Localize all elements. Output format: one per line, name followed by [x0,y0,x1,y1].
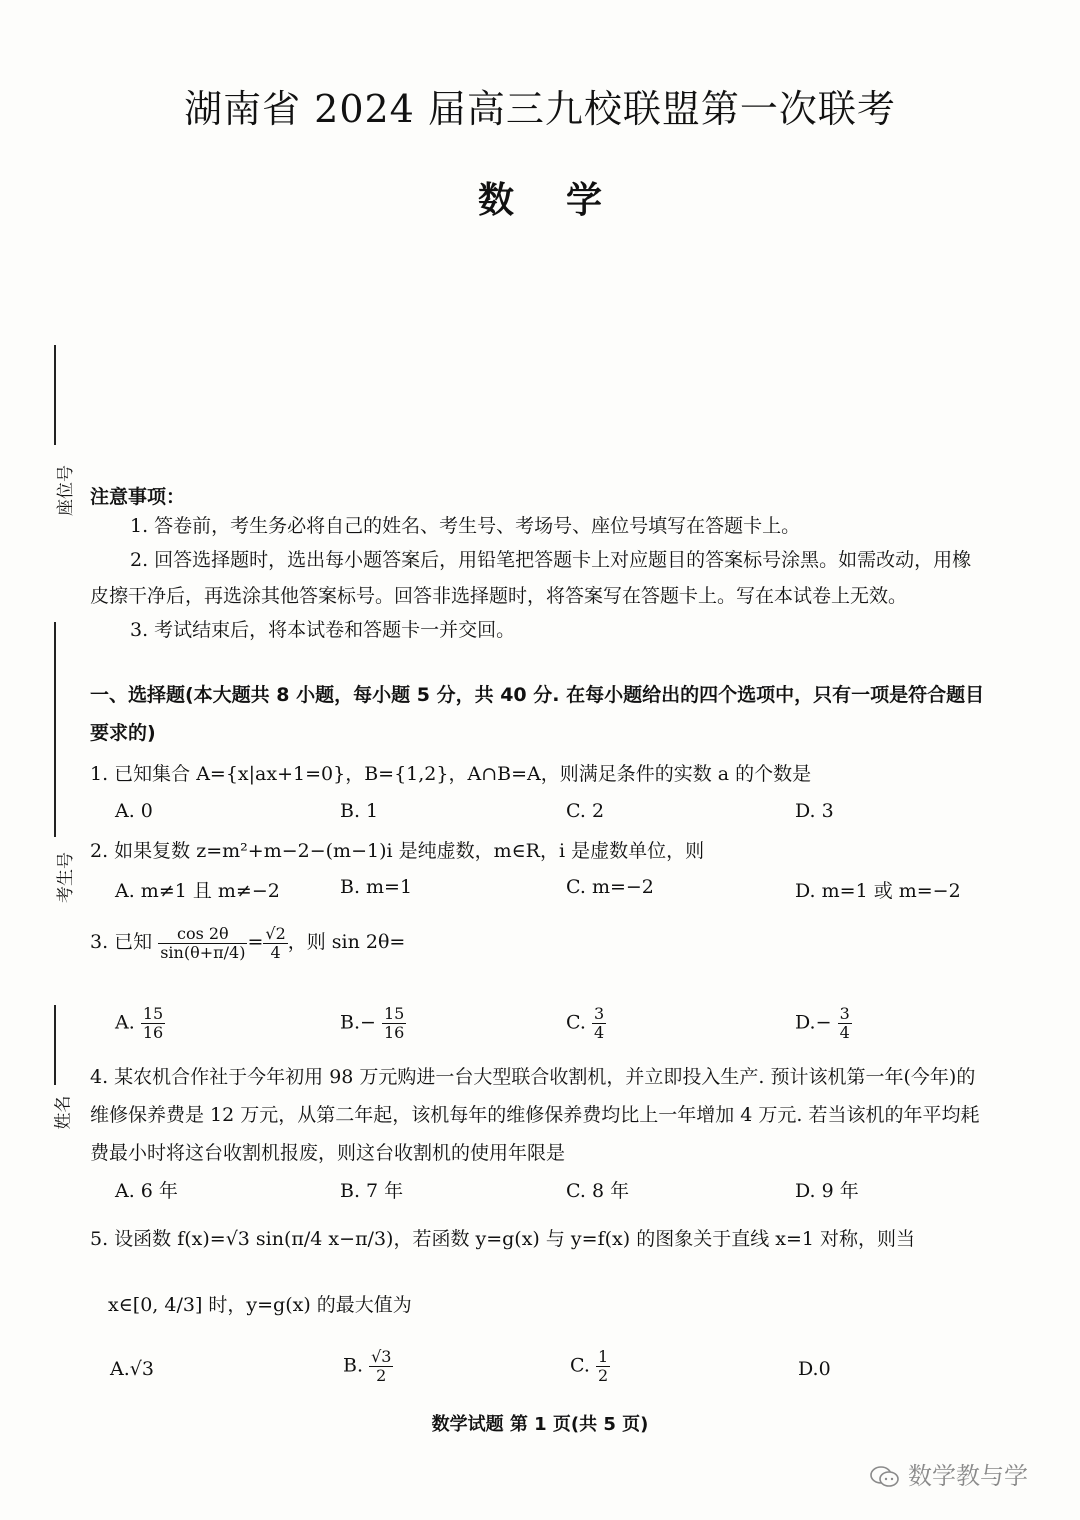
q5-option-c-den: 2 [597,1366,609,1385]
note-item-3: 3. 考试结束后，将本试卷和答题卡一并交回。 [130,619,516,641]
q3-option-c-fraction [592,1005,606,1042]
q5-option-c [570,1348,610,1385]
q3-option-a-num: 15 [142,1004,164,1023]
q3-option-b [340,1005,406,1042]
q5-option-d-text: 0 [818,1358,831,1380]
q3-option-b-den: 16 [383,1023,405,1042]
q5-option-c-fraction [596,1348,610,1385]
q3-option-a-fraction [141,1005,165,1042]
q3-rhs-num: √2 [265,923,286,943]
binding-margin [28,340,76,1140]
seat-line [54,345,56,445]
q3-option-b-label: B. [340,1011,361,1034]
q3-option-d-den: 4 [839,1023,850,1042]
q1-option-c: C. 2 [566,800,605,822]
q3-option-d-num: 3 [839,1004,850,1023]
seat-label: 座位号 [56,465,76,516]
q3-option-c-num: 3 [593,1004,605,1023]
subject-title: 数学 [477,180,654,221]
q5-option-b-num: √3 [371,1347,392,1366]
q1-option-d: D. 3 [795,800,834,822]
q3-option-b-num: 15 [383,1004,405,1023]
q5-option-b-den: 2 [376,1366,387,1385]
name-label: 姓名 [53,1095,74,1130]
q3-suffix: ，则 sin 2θ= [287,931,406,953]
q3-option-c-den: 4 [593,1023,605,1042]
q3-lhs-den: sin(θ+π/4) [160,942,246,962]
q5-option-a-label: A. [110,1358,130,1380]
note-item-1: 1. 答卷前，考生务必将自己的姓名、考生号、考场号、座位号填写在答题卡上。 [130,515,801,537]
q5-option-a-text: √3 [129,1358,154,1380]
q3-option-b-fraction [382,1005,406,1042]
q4-option-b: B. 7 年 [340,1180,404,1202]
q2-option-a: A. m≠1 且 m≠−2 [115,880,280,902]
chat-bubbles-icon [870,1466,900,1488]
q3-option-c-label: C. [566,1011,586,1034]
q1-option-a: A. 0 [115,800,153,822]
q2-option-d: D. m=1 或 m=−2 [795,880,961,902]
q3-option-d-fraction [838,1005,852,1042]
question-5-line-1: 5. 设函数 f(x)=√3 sin(π/4 x−π/3)，若函数 y=g(x) 与 y=f(x) 的图象关于直线 x=1 对称，则当 [90,1228,915,1250]
question-1-stem: 1. 已知集合 A={x|ax+1=0}，B={1,2}，A∩B=A，则满足条件的实数 a 的个数是 [90,763,812,785]
q5-option-b-fraction [369,1348,393,1385]
q2-option-b: B. m=1 [340,876,413,898]
section-heading: 一、选择题(本大题共 8 小题，每小题 5 分，共 40 分. 在每小题给出的四个选项中，只有一项是符合题目要求的) [90,684,985,744]
note-item-2: 2. 回答选择题时，选出每小题答案后，用铅笔把答题卡上对应题目的答案标号涂黑。如需改动，用橡皮擦干净后，再选涂其他答案标号。回答非选择题时，将答案写在答题卡上。写在本试卷上无效。 [90,549,972,607]
q5-option-d-label: D. [798,1358,819,1380]
q5-option-d [798,1358,831,1380]
notes-heading: 注意事项： [90,486,186,508]
question-4-stem: 4. 某农机合作社于今年初用 98 万元购进一台大型联合收割机，并立即投入生产. 预计该机第一年(今年)的维修保养费是 12 万元，从第二年起，该机每年的维修保养费均比上一年增加 4 万元. 若当该机的年平均耗费最小时将这台收割机报废，则这台收割机的使用年限是 [90,1066,980,1164]
watermark [870,1456,1028,1491]
q3-option-a [115,1005,165,1042]
q3-rhs-den: 4 [270,942,281,962]
q5-option-c-label: C. [570,1354,590,1377]
q3-equals: = [247,931,264,953]
q3-lhs-num: cos 2θ [158,925,247,944]
q3-option-a-den: 16 [142,1023,164,1042]
q2-option-c: C. m=−2 [566,876,654,898]
q3-option-c [566,1005,606,1042]
q3-rhs-fraction [263,925,287,962]
q3-option-a-label: A. [115,1011,135,1034]
q3-option-b-sign: − [360,1011,376,1034]
watermark-text: 数学教与学 [908,1462,1028,1490]
question-2-stem: 2. 如果复数 z=m²+m−2−(m−1)i 是纯虚数，m∈R，i 是虚数单位，则 [90,840,705,862]
q5-option-b-label: B. [343,1354,364,1377]
q3-option-d-sign: − [815,1011,832,1034]
exam-number-line [54,622,56,837]
q4-option-a: A. 6 年 [115,1180,178,1202]
q1-option-b: B. 1 [340,800,379,822]
page-footer: 数学试题 第 1 页(共 5 页) [431,1414,649,1435]
question-3-stem [90,920,990,964]
q3-prefix: 3. 已知 [90,931,153,953]
exam-title: 湖南省 2024 届高三九校联盟第一次联考 [184,87,896,131]
q5-option-b [343,1348,393,1385]
q5-option-c-num: 1 [597,1347,609,1366]
q3-option-d [795,1005,852,1042]
q4-option-d: D. 9 年 [795,1180,859,1202]
question-5-line-2: x∈[0, 4/3] 时，y=g(x) 的最大值为 [108,1294,412,1316]
q3-lhs-fraction [158,925,247,962]
q4-option-c: C. 8 年 [566,1180,630,1202]
name-line [54,1005,56,1085]
q5-option-a [110,1358,154,1380]
exam-number-label: 考生号 [56,852,76,903]
q3-option-d-label: D. [795,1011,816,1034]
